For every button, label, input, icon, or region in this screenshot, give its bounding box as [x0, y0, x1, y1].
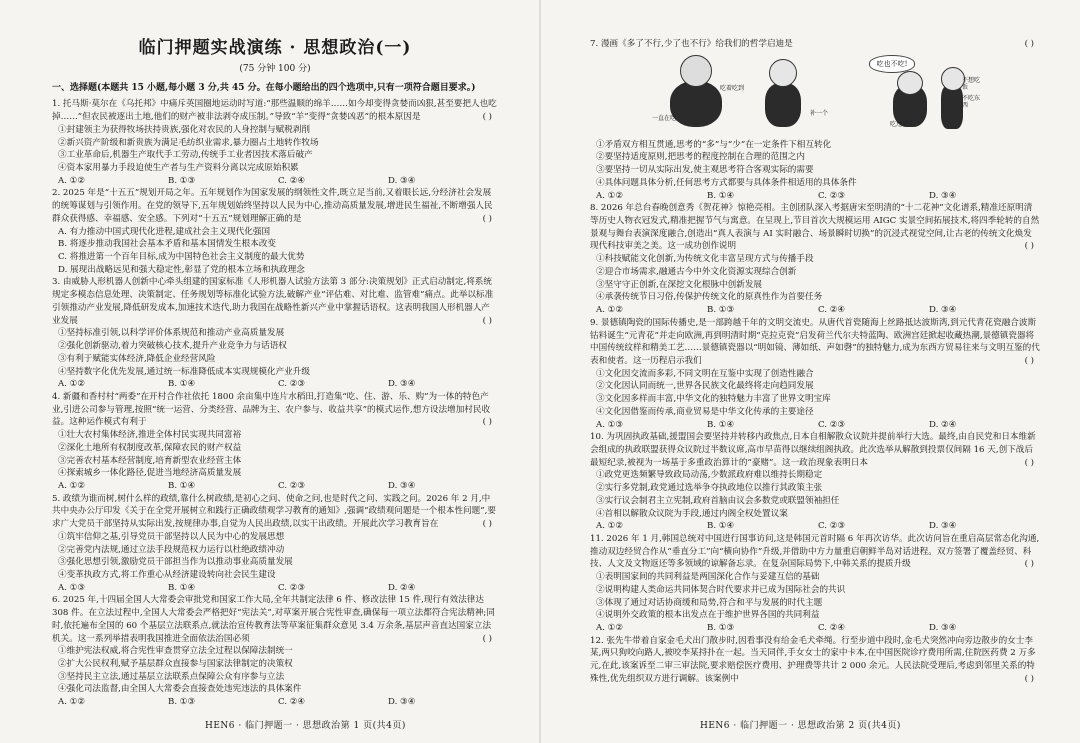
- right-footer: HEN6 · 临门押题一 · 思想政治第 2 页(共4页): [700, 721, 901, 731]
- answer-choice: A. ①②: [58, 379, 86, 390]
- option-statement: ①坚持标准引领,以科学评价体系规范和推动产业高质量发展: [58, 328, 285, 339]
- answer-choice: D. ③④: [388, 480, 416, 491]
- question-stem: [52, 276, 498, 327]
- left-question-list: [52, 98, 498, 709]
- option-statement: ②迎合市场需求,融通古今中外文化资源实现综合创新: [596, 266, 797, 277]
- option-statement: ③文化因多样而丰富,中华文化的独特魅力丰富了世界文明宝库: [596, 394, 831, 405]
- answer-choice: B. ①③: [168, 697, 196, 708]
- question-stem: [52, 493, 498, 531]
- question-block: [590, 431, 1040, 533]
- answer-choice: B. ①④: [168, 480, 196, 491]
- answer-choice: B. ①③: [168, 175, 196, 186]
- answer-choice: B. ①④: [168, 379, 196, 390]
- option-statement: ③强化思想引领,激励党员干部担当作为以推动事业高质量发展: [58, 557, 293, 568]
- option-statement: ③坚持民主立法,通过基层立法联系点保障公众有序参与立法: [58, 671, 285, 682]
- option-statement: ①筑牢信仰之基,引导党员干部坚持以人民为中心的发展思想: [58, 531, 285, 542]
- answer-choice: D. ③④: [929, 190, 957, 201]
- answer-choice: D. ③④: [388, 175, 416, 186]
- option-statement: ②实行多党制,政党通过选举争夺执政地位以推行其政策主张: [596, 483, 823, 494]
- answer-choice: B. ①④: [707, 190, 735, 201]
- answer-choices: [52, 480, 498, 493]
- option-statement: ④首相以解散众议院为手段,通过内阁全权处置议案: [596, 508, 788, 519]
- question-block: [590, 533, 1040, 635]
- option-statement: ②新兴资产阶级和新贵族为满足毛纺织业需求,暴力圈占土地转作牧场: [58, 137, 319, 148]
- question-stem: [590, 533, 1040, 571]
- question-text: 8. 2026 年总台春晚创意秀《贺花神》惊艳亮相。主创团队深入考据唐宋至明清的“十二花神”文化谱系,精准还原明清等历史人物衣冠发式,精准把握节气与寓意。在呈现上,节目首次大规模运用 AIGC 实景空间拓展技术,将四季轮转的自然景观与舞台表演深度融合,创造出“真人表演与 AI 实时融合、场景瞬时切换”的沉浸式视觉空间,让古老的传统文化焕发现代科技审美之美。这一成功创作说明: [590, 203, 1040, 252]
- question-text: 7. 漫画《多了不行,少了也不行》给我们的哲学启迪是: [590, 39, 793, 49]
- question-stem: [590, 202, 1040, 253]
- option-statement: ③坚守守正创新,在深挖文化根脉中创新发展: [596, 279, 763, 290]
- option-statement: ①壮大农村集体经济,推进全体村民实现共同富裕: [58, 430, 242, 441]
- question-block: [590, 635, 1040, 686]
- answer-choice: A. ①②: [596, 190, 624, 201]
- answer-bracket: ( ): [1024, 241, 1034, 252]
- question-stem: [590, 431, 1040, 469]
- question-text: 12. 张先牛带着自家金毛犬出门散步时,因看事没有给金毛犬牵绳。行至步道中段时,金毛犬突然冲向旁边散步的女士李某,两只狗咬向路人,被咬李某捋扑在一起。当天同伴,手女女士的家中卡本,在中国医院诊疗费用所需,住院医药费 2 万多元,在此,该案诉至二审三审法院,要求赔偿医疗费用、护理费等共计 2 000 余元。人民法院受理后,考虑到邻里关系的特殊性,优先组织双方进行调解。该案例中: [590, 635, 1036, 684]
- option-statement: ④资本家用暴力手段迫使生产者与生产资料分离以完成原始积累: [58, 163, 299, 173]
- answer-choice: A. ①②: [596, 305, 624, 316]
- answer-choice: D. ③④: [929, 305, 957, 316]
- answer-choices: [52, 175, 498, 188]
- answer-choice: C. ②④: [278, 697, 306, 708]
- option-statement: ③要坚持一切从实际出发,使主观思考符合客观实际的需要: [596, 165, 814, 176]
- question-block: [52, 98, 498, 187]
- option-statement: ①政党更迭频繁导致政局动荡,少数派政府难以维持长期稳定: [596, 470, 823, 481]
- question-text: 9. 景德镇陶瓷的国际传播史,是一部跨越千年的文明交流史。从唐代首瓷随海上丝路抵达波斯湾,到元代青花瓷融合波斯钴料诞生“元青花”并走向欧洲,再到明清时期“克拉克瓷”启发荷兰代尔夫特蓝陶、欧洲宫廷掀起收藏热潮,景德镇瓷器将中国传统纹样和精美工艺……景德镇瓷器以“明如镜、薄如纸、声如磬”的独特魅力,成为东西方贸易往来与文明互鉴的代表和使者。这一历程启示我们: [590, 317, 1040, 366]
- right-page: [590, 38, 1040, 686]
- answer-bracket: ( ): [1024, 673, 1034, 684]
- option-statement: ②深化土地所有权制度改革,保障农民的财产权益: [58, 442, 242, 453]
- question-text: 10. 为巩固执政基础,援盟国会要坚持并转移内政焦点,日本自相解散众议院并提前举行大选。最终,由自民党和日本维新会组成的执政联盟获得众议院过半数议席,高市早苗得以继续组阁执政。此次选举从解散到投票仅间隔 16 天,创下战后最短纪录,被视为一场基于多重政治算计的“豪赌”。这一政治现象表明日本: [590, 432, 1036, 468]
- comic-caption: 不想吃饭: [962, 76, 981, 91]
- option-statement: ②要坚持适度原则,把思考的程度控制在合理的范围之内: [596, 152, 805, 163]
- question-block: [52, 594, 498, 708]
- question-stem: [52, 98, 498, 123]
- answer-choice: C. ②④: [818, 305, 846, 316]
- option-statement: ④文化因借鉴而传承,商业贸易是中华文化传承的主要途径: [596, 406, 814, 417]
- option-statement: ④说明外交政策的根本出发点在于维护世界各国的共同利益: [596, 610, 820, 621]
- question-text: 11. 2026 年 1 月,韩国总统对中国进行国事访问,这是韩国元首时隔 6 年再次访华。此次访问旨在重启高层常态化沟通,推动双边经贸合作从“垂直分工”向“横向协作”升级,并借助中方力量重启朝鲜半岛对话进程。双方签署了覆盖经贸、科技、人文及文物返还等多领域的谅解备忘录。在复杂国际局势下,中韩关系的提质升级: [590, 534, 1040, 570]
- option-statement: ④变革执政方式,将工作重心从经济建设转向社会民生建设: [58, 570, 276, 580]
- option-statement: ④坚持数字化优先发展,通过统一标准降低成本实现规模化产业升级: [58, 366, 310, 377]
- answer-choice: A. ①②: [596, 623, 624, 634]
- answer-choice: D. ③④: [929, 521, 957, 532]
- question-text: 1. 托马斯·莫尔在《乌托邦》中痛斥英国圈地运动时写道:“那些温顺的绵羊……如今却变得贪婪而凶狠,甚至要把人也吃掉……”但农民被逐出土地,他们的财产被非法剥夺成压制。”导致“羊”变得“贪婪凶恶”的根本原因是: [52, 99, 497, 123]
- comic-caption: 一直在吃: [652, 114, 677, 122]
- answer-choices: [590, 419, 1040, 432]
- answer-choice: C. ②④: [278, 175, 306, 186]
- question-text: 6. 2025 年,十四届全国人大常委会审批党和国家工作大局,全年共制定法律 6 件、修改法律 15 件,现行有效法律达 308 件。在立法过程中,全国人大常委会严格把好“宪法关”,对草案开展合宪性审查,确保每一项立法都符合宪法精神;同时,依托遍布全国的 60 个基层立法联系点,就法治宣传教育法等草案征集群众意见 3.4 万余条,基层声音直达国家立法机关。这一系列举措表明我国推进全面依法治国必须: [52, 595, 495, 644]
- option-statement: ②强化创新驱动,着力突破核心技术,提升产业竞争力与话语权: [58, 341, 287, 352]
- answer-bracket: ( ): [482, 519, 492, 530]
- question-block: [590, 202, 1040, 316]
- section-heading: 一、选择题(本题共 15 小题,每小题 3 分,共 45 分。在每小题给出的四个选项中,只有一项符合题目要求。): [52, 83, 476, 94]
- question-text: 4. 新疆和香村村“两委”在开村合作社依托 1800 余亩集中连片水稻田,打造集“吃、住、游、乐、购”为一体的特色产业,引进公司参与管理,按照“统一运营、分类经营、品牌为主、农户参与、收益共享”的模式运作,想方设法增加村民收益。这种运作模式有利于: [52, 391, 491, 428]
- option-statement: ④强化司法监督,由全国人大常委会直接查处违宪违法的具体案件: [58, 684, 302, 695]
- option-statement: ①矛盾双方相互贯通,思考的“多”与“少”在一定条件下相互转化: [596, 139, 832, 150]
- figure-body: [670, 81, 722, 127]
- option-statement: ③工业革命后,机器生产取代手工劳动,传统手工业者因技术落后破产: [58, 150, 313, 161]
- comic-caption: 吃着吃到: [720, 84, 745, 92]
- answer-choice: D. ②④: [929, 419, 957, 430]
- option-statement: ②完善党内法规,通过立法手段规范权力运行以杜绝政绩冲动: [58, 544, 285, 555]
- answer-choice: D. ③④: [929, 623, 957, 634]
- question-stem: [52, 391, 498, 429]
- answer-choice: B. ①③: [707, 305, 735, 316]
- option-statement: ②文化因认同而统一,世界各民族文化最终将走向趋同发展: [596, 381, 814, 392]
- exam-subtitle: (75 分钟 100 分): [239, 64, 311, 75]
- answer-choice: A. ①③: [58, 582, 86, 593]
- exam-title: 临门押题实战演练 · 思想政治(一): [138, 38, 412, 58]
- figure-head: [897, 71, 923, 95]
- option-statement: ②扩大公民权利,赋予基层群众直接参与国家法律制定的决策权: [58, 659, 293, 670]
- figure-head: [769, 59, 797, 87]
- option-statement: ②说明构建人类命运共同体契合时代要求并已成为国际社会的共识: [596, 584, 846, 595]
- answer-choice: A. ①②: [58, 697, 86, 708]
- answer-choice: B. ①④: [168, 582, 196, 593]
- option-statement: ③有利于赋能实体经济,降低企业经营风险: [58, 353, 216, 364]
- question-stem: [52, 187, 498, 225]
- answer-bracket: ( ): [482, 633, 492, 644]
- option-statement: B. 将逐步推动我国社会基本矛盾和基本国情发生根本改变: [58, 239, 277, 250]
- option-statement: ①封建领主为获得牧场扶持贵族,强化对农民的人身控制与赋税剥削: [58, 124, 310, 135]
- option-statement: ①文化因交流而多彩,不同文明在互鉴中实现了创造性融合: [596, 368, 814, 379]
- answer-choices: [590, 622, 1040, 635]
- answer-choice: B. ①④: [707, 419, 735, 430]
- answer-bracket: ( ): [482, 315, 492, 326]
- page-fold: [539, 0, 541, 743]
- option-statement: ③体现了通过对话协商缓和局势,符合和平与发展的时代主题: [596, 597, 823, 608]
- question-stem: [590, 317, 1040, 368]
- question-block: [52, 276, 498, 390]
- question-block: [52, 493, 498, 595]
- answer-bracket: ( ): [482, 417, 492, 428]
- question-block: [590, 317, 1040, 431]
- answer-choice: C. ②③: [818, 419, 846, 430]
- comic-caption: 补一个: [810, 109, 829, 117]
- answer-bracket: ( ): [1024, 457, 1034, 468]
- option-statement: A. 有力推动中国式现代化进程,建成社会主义现代化强国: [58, 226, 271, 237]
- speech-bubble: 吃也不吃!: [869, 55, 915, 73]
- option-statement: C. 将推进第一个百年目标,成为中国特色社会主义制度的最大优势: [58, 252, 305, 263]
- answer-choice: B. ①③: [707, 623, 735, 634]
- comic-caption: 吃过了: [890, 120, 909, 128]
- question-block: [52, 391, 498, 493]
- answer-choices: [590, 190, 1040, 203]
- right-question-list: [590, 38, 1040, 686]
- left-footer: HEN6 · 临门押题一 · 思想政治第 1 页(共4页): [205, 721, 406, 731]
- answer-bracket: ( ): [482, 213, 492, 224]
- option-statement: ①维护宪法权威,将合宪性审查贯穿立法全过程以保障法制统一: [58, 646, 293, 657]
- figure-head: [680, 55, 712, 87]
- answer-choice: A. ①③: [596, 419, 624, 430]
- figure-body: [765, 83, 801, 127]
- left-page: [52, 36, 498, 709]
- answer-choice: C. ②④: [818, 623, 846, 634]
- question-text: 3. 由威胁人形机器人创新中心牵头组建的国家标准《人形机器人试验方法第 3 部分:决策规划》正式启动制定,将系统规定多模态信息处理、决策制定、任务规划等标准化试验方法,破解产业“评估难、对比难、监管难”痛点。此举以标准引领推动产业发展,降低研发成本,加速技术迭代,助力我国在战略性新兴产业中掌握话语权。这表明我国人形机器人产业发展: [52, 277, 494, 326]
- answer-choice: B. ①④: [707, 521, 735, 532]
- question-text: 5. 政绩为谁而树,树什么样的政绩,靠什么树政绩,是初心之问、使命之问,也是时代之问、实践之问。2026 年 2 月,中共中央办公厅印发《关于在全党开展树立和践行正确政绩观学习教育的通知》,强调“政绩观问题是一个根本性问题”,要求广大党员干部坚持从实际出发,按规律办事,自觉为人民出政绩,以实干出政绩。开展此次学习教育旨在: [52, 493, 496, 530]
- answer-choice: A. ①②: [58, 480, 86, 491]
- question-stem: [590, 38, 1040, 51]
- option-statement: ③实行议会制君主立宪制,政府首脑由议会多数党或联盟领袖担任: [596, 495, 840, 506]
- answer-choices: [590, 520, 1040, 533]
- answer-choices: [52, 696, 498, 709]
- comic-illustration: [650, 55, 980, 137]
- option-statement: D. 展现出战略远见和强大稳定性,彰显了党的根本立场和执政理念: [58, 264, 305, 275]
- answer-choice: C. ②③: [278, 582, 306, 593]
- answer-bracket: ( ): [482, 112, 492, 123]
- answer-choices: [52, 378, 498, 391]
- answer-choices: [590, 304, 1040, 317]
- answer-choice: C. ②③: [278, 379, 306, 390]
- question-stem: [590, 635, 1040, 686]
- answer-bracket: ( ): [1024, 355, 1034, 366]
- answer-bracket: ( ): [1024, 39, 1034, 49]
- option-statement: ④探索城乡一体化路径,促进当地经济高质量发展: [58, 468, 242, 479]
- answer-choice: D. ③④: [388, 697, 416, 708]
- option-statement: ④具体问题具体分析,任何思考方式都要与具体条件相适用的具体条件: [596, 177, 857, 188]
- option-statement: ④承袭传统节日习俗,传保护传统文化的原真性作为首要任务: [596, 292, 823, 303]
- question-block: [590, 38, 1040, 202]
- figure-body: [941, 85, 963, 129]
- answer-choice: A. ①②: [596, 521, 624, 532]
- option-statement: ①科技赋能文化创新,为传统文化丰富呈现方式与传播手段: [596, 254, 814, 265]
- answer-choice: D. ②④: [388, 582, 416, 593]
- comic-caption: 不吃东西: [962, 94, 981, 109]
- answer-choice: C. ②③: [818, 521, 846, 532]
- question-stem: [52, 594, 498, 645]
- answer-choices: [52, 582, 498, 595]
- question-block: [52, 187, 498, 276]
- option-statement: ①表明国家间的共同利益是两国深化合作与妥建互信的基础: [596, 572, 820, 583]
- answer-bracket: ( ): [1024, 559, 1034, 570]
- answer-choice: A. ①②: [58, 175, 86, 186]
- answer-choice: C. ②③: [818, 190, 846, 201]
- answer-choice: D. ③④: [388, 379, 416, 390]
- answer-choice: C. ②③: [278, 480, 306, 491]
- option-statement: ③完善农村基本经营制度,培育新型农业经营主体: [58, 455, 242, 466]
- question-text: 2. 2025 年是“十五五”规划开局之年。五年规划作为国家发展的纲领性文件,既立足当前,又着眼长远,分经济社会发展的统筹谋划与引领作用。在党的领导下,五年规划始终坚持以人民为中心,推动高质量发展,增进民生福祉,不断增强人民群众获得感、幸福感、安全感。下列对“十五五”规划理解正确的是: [52, 188, 493, 224]
